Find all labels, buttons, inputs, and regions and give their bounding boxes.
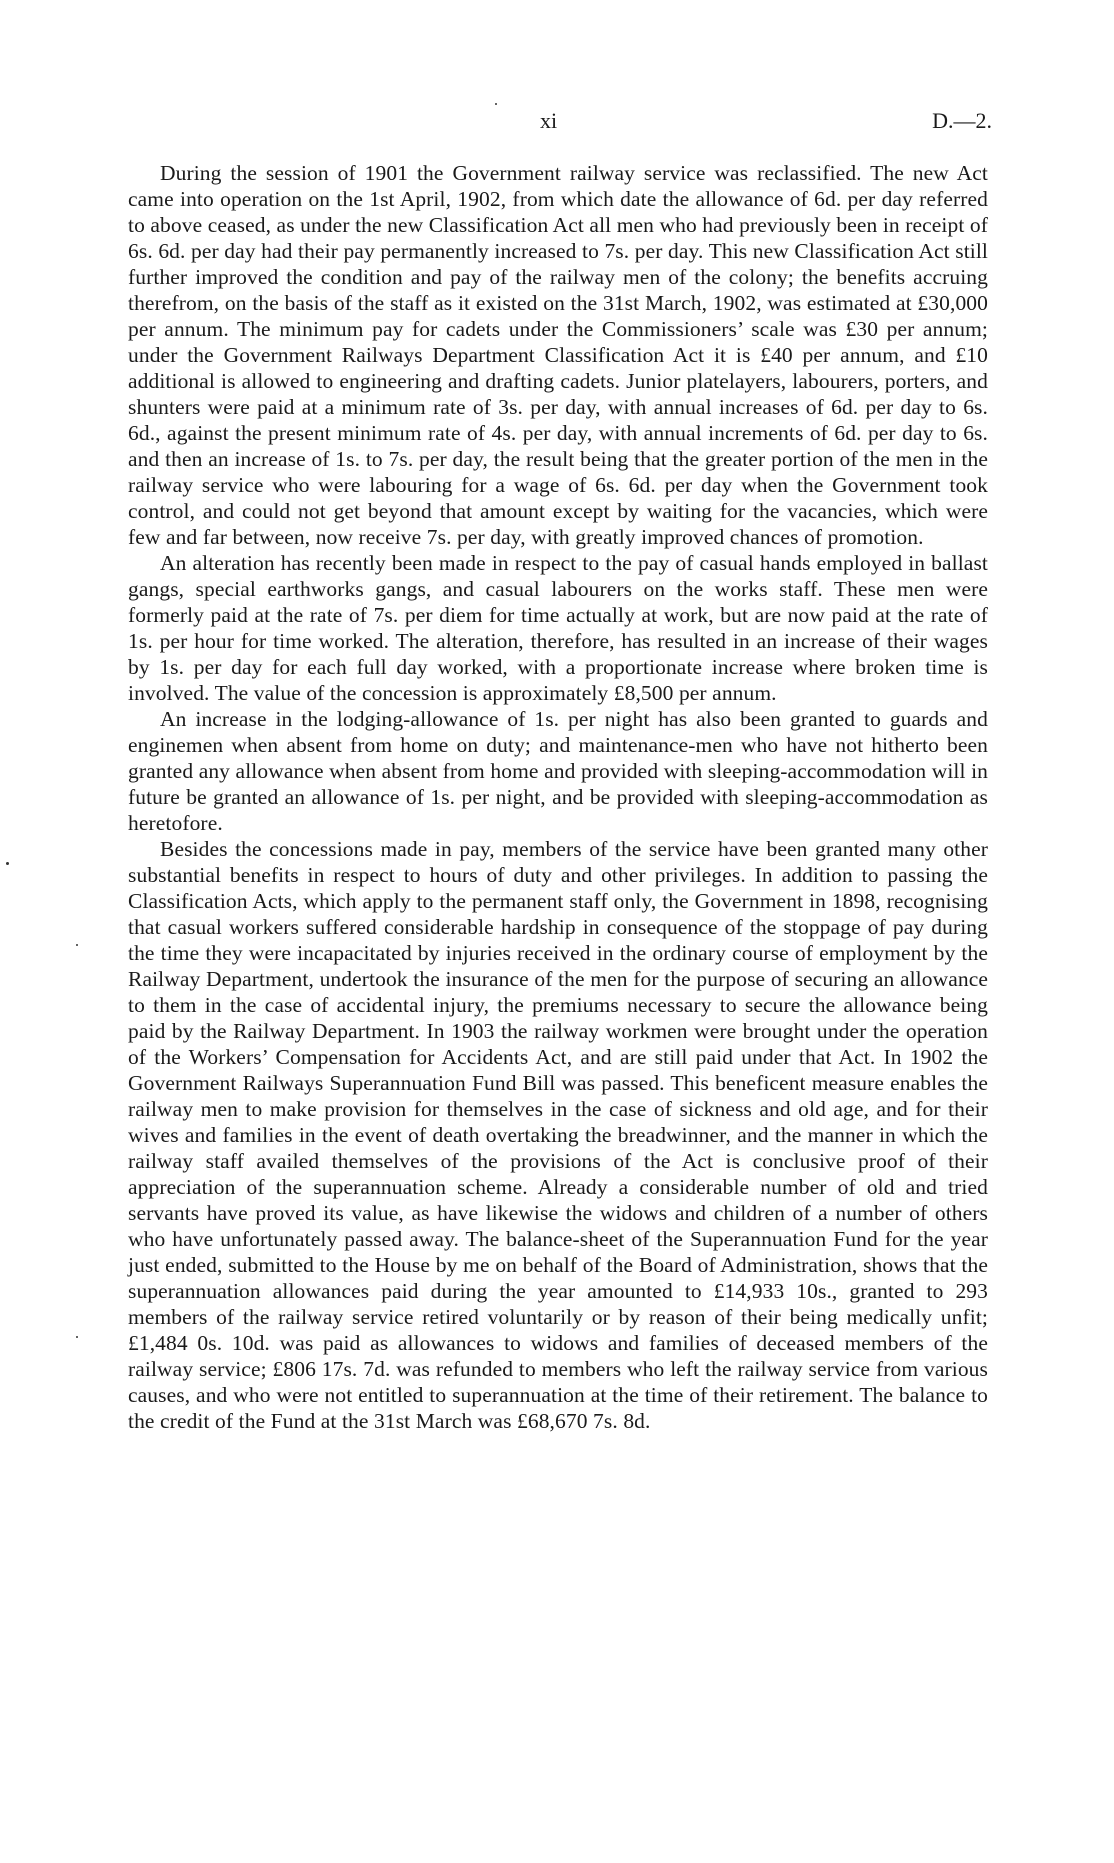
paragraph-superannuation: Besides the concessions made in pay, members of the service have been granted many other substantial benefits in respect to hours of duty and other privileges. In addition to passing the Classification Acts, which apply to the permanent staff only, the Government in 1898, recognising that casual workers suffered considerable hardship in consequence of the stoppage of pay during the time they were incapacitated by injuries received in the ordinary course of employment by the Railway Department, undertook the insurance of the men for the purpose of securing an allowance to them in the case of accidental injury, the premiums necessary to secure the allowance being paid by the Railway Department. In 1903 the railway workmen were brought under the operation of the Workers’ Compensation for Accidents Act, and are still paid under that Act. In 1902 the Government Railways Superannuation Fund Bill was passed. This beneficent measure enables the railway men to make provision for themselves in the case of sickness and old age, and for their wives and families in the event of death overtaking the breadwinner, and the manner in which the railway staff availed themselves of the provisions of the Act is conclusive proof of their appreciation of the superannuation scheme. Already a considerable number of old and tried servants have proved its value, as have likewise the widows and children of a number of others who have unfortunately passed away. The balance-sheet of the Superannuation Fund for the year just ended, submitted to the House by me on behalf of the Board of Administration, shows that the superannuation allowances paid during the year amounted to £14,933 10s., granted to 293 members of the railway service retired voluntarily or by reason of their being medically unfit; £1,484 0s. 10d. was paid as allowances to widows and families of deceased members of the railway service; £806 17s. 7d. was refunded to members who left the railway service from various causes, and who were not entitled to superannuation at the time of their retirement. The balance to the credit of the Fund at the 31st March was £68,670 7s. 8d. — [128, 837, 988, 1433]
margin-speck — [6, 862, 9, 865]
paragraph-casual-hands-pay: An alteration has recently been made in respect to the pay of casual hands employed in ballast gangs, special earthworks gangs, and casual labourers on the works staff. These men were formerly paid at the rate of 7s. per diem for time actually at work, but are now paid at the rate of 1s. per hour for time worked. The alteration, therefore, has resulted in an increase of their wages by 1s. per day for each full day worked, with a proportionate increase where broken time is involved. The value of the concession is approximately £8,500 per annum. — [128, 551, 988, 705]
margin-speck — [76, 944, 78, 946]
page-header — [0, 108, 1114, 138]
document-reference: D.—2. — [932, 108, 992, 133]
margin-speck — [495, 103, 497, 105]
body-text — [128, 160, 988, 1434]
paragraph-lodging-allowance: An increase in the lodging-allowance of 1s. per night has also been granted to guards and enginemen when absent from home on duty; and maintenance-men who have not hitherto been granted any allowance when absent from home and provided with sleeping-accommodation will in future be granted an allowance of 1s. per night, and be provided with sleeping-accommodation as heretofore. — [128, 707, 988, 835]
paragraph-classification-act: During the session of 1901 the Government railway service was reclassified. The new Act came into operation on the 1st April, 1902, from which date the allowance of 6d. per day referred to above ceased, as under the new Classification Act all men who had previously been in receipt of 6s. 6d. per day had their pay permanently increased to 7s. per day. This new Classification Act still further improved the condition and pay of the railway men of the colony; the benefits accruing therefrom, on the basis of the staff as it existed on the 31st March, 1902, was estimated at £30,000 per annum. The minimum pay for cadets under the Commissioners’ scale was £30 per annum; under the Government Railways Department Classification Act it is £40 per annum, and £10 additional is allowed to engineering and drafting cadets. Junior platelayers, labourers, porters, and shunters were paid at a minimum rate of 3s. per day, with annual increases of 6d. per day to 6s. 6d., against the present minimum rate of 4s. per day, with annual increments of 6d. per day to 6s. and then an increase of 1s. to 7s. per day, the result being that the greater portion of the men in the railway service who were labouring for a wage of 6s. 6d. per day when the Government took control, and could not get beyond that amount except by waiting for the vacancies, which were few and far between, now receive 7s. per day, with greatly improved chances of promotion. — [128, 161, 988, 549]
page-number: xi — [540, 108, 558, 133]
margin-speck — [76, 1336, 78, 1338]
